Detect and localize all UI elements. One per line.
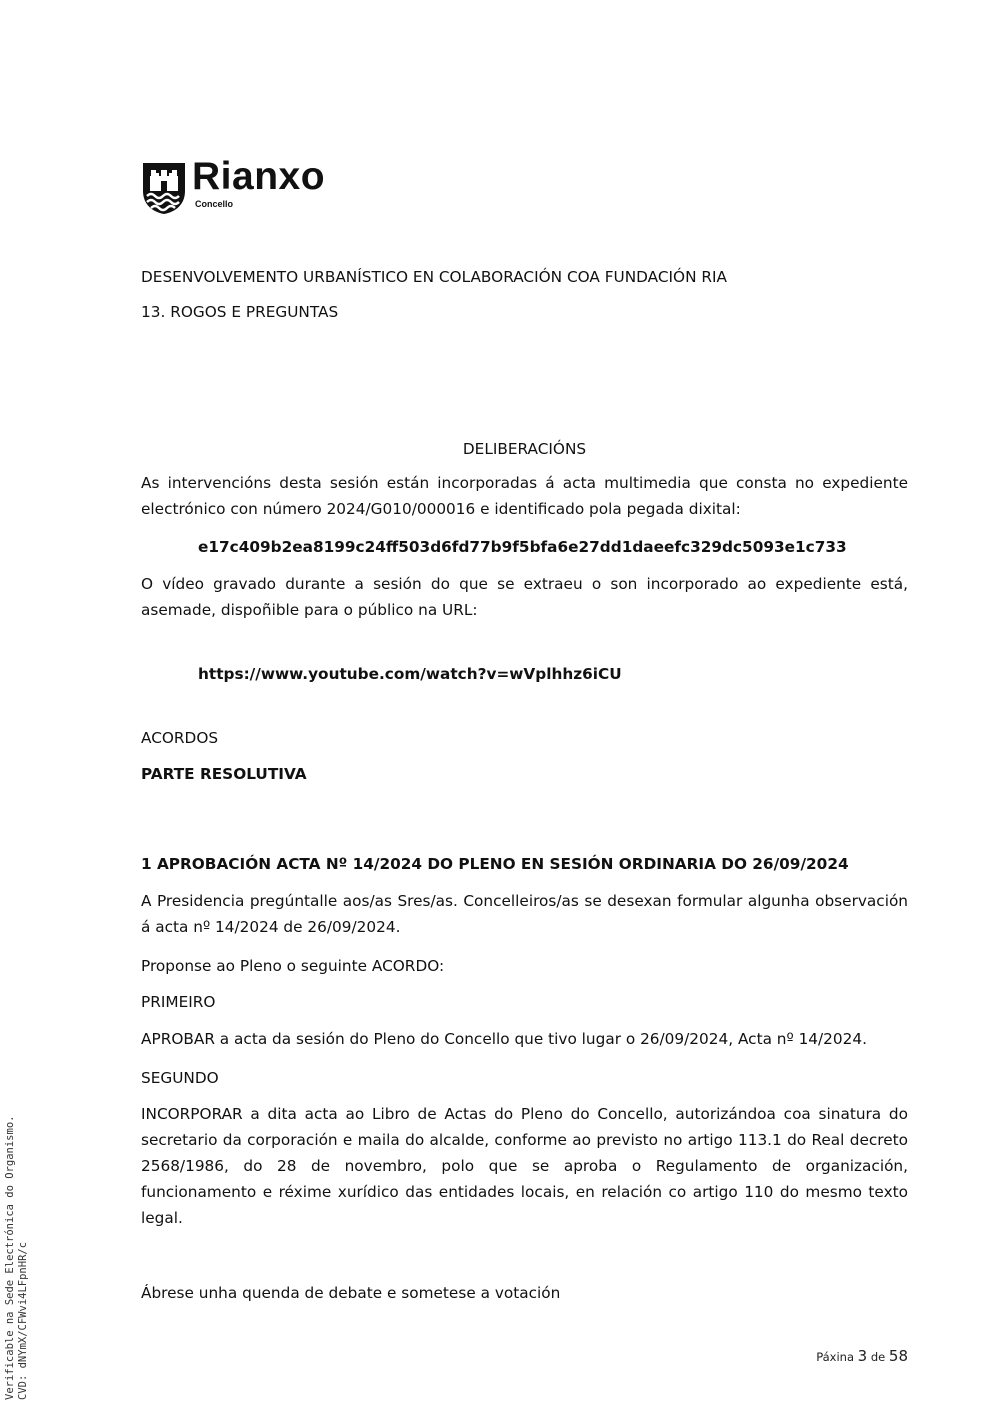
digital-fingerprint-hash: e17c409b2ea8199c24ff503d6fd77b9f5bfa6e27dd1daeefc329dc5093e1c733 bbox=[198, 538, 847, 556]
castle-waves-shield-icon bbox=[141, 161, 187, 215]
item-1-heading: 1 APROBACIÓN ACTA Nº 14/2024 DO PLENO EN SESIÓN ORDINARIA DO 26/09/2024 bbox=[141, 855, 849, 873]
resolutive-heading: PARTE RESOLUTIVA bbox=[141, 765, 307, 783]
deliberations-title: DELIBERACIÓNS bbox=[462, 440, 587, 458]
council-logo bbox=[141, 155, 346, 217]
of-word: de bbox=[870, 1350, 886, 1364]
proposal-line: Proponse ao Pleno o seguinte ACORDO: bbox=[141, 957, 445, 975]
first-label: PRIMEIRO bbox=[141, 993, 216, 1011]
logo-wordmark: Rianxo bbox=[192, 155, 326, 198]
item-1-intro: A Presidencia pregúntalle aos/as Sres/as. Concelleiros/as se desexan formular algunha observación á acta nº 14/2024 de 26/09/2024. bbox=[141, 892, 908, 936]
verification-stamp bbox=[4, 1030, 30, 1400]
video-paragraph: O vídeo gravado durante a sesión do que se extraeu o son incorporado ao expediente está, asemade, dispoñible para o público na URL: bbox=[141, 575, 908, 619]
page-footer bbox=[816, 1347, 908, 1365]
first-agreement: APROBAR a acta da sesión do Pleno do Concello que tivo lugar o 26/09/2024, Acta nº 14/2024. bbox=[141, 1030, 867, 1048]
deliberations-paragraph: As intervencións desta sesión están incorporadas á acta multimedia que consta no expediente electrónico con número 2024/G010/000016 e identificado pola pegada dixital: bbox=[141, 474, 908, 518]
verification-code: CVD: dNYmX/CFWvi4LFpnHR/c bbox=[17, 1241, 29, 1400]
verification-line: Verificable na Sede Electrónica do Organismo. bbox=[4, 1115, 16, 1400]
current-page: 3 bbox=[857, 1347, 868, 1365]
agreements-heading: ACORDOS bbox=[141, 729, 219, 747]
video-url-link[interactable]: https://www.youtube.com/watch?v=wVplhhz6iCU bbox=[198, 665, 622, 683]
debate-line: Ábrese unha quenda de debate e sometese a votación bbox=[141, 1284, 561, 1302]
agenda-item-12-tail: DESENVOLVEMENTO URBANÍSTICO EN COLABORACIÓN COA FUNDACIÓN RIA bbox=[141, 268, 728, 286]
second-agreement: INCORPORAR a dita acta ao Libro de Actas do Pleno do Concello, autorizándoa coa sinatura do secretario da corporación e maila do alcalde, conforme ao previsto no artigo 113.1 do Real decreto 2568/1986, do 28 de novembro, polo que se aproba o Regulamento de organización, funcionamento e réxime xurídico das entidades locais, en relación co artigo 110 do mesmo texto legal. bbox=[141, 1105, 908, 1227]
page-word: Páxina bbox=[816, 1350, 855, 1364]
second-label: SEGUNDO bbox=[141, 1069, 219, 1087]
total-pages: 58 bbox=[888, 1347, 908, 1365]
logo-subtitle: Concello bbox=[195, 199, 234, 209]
agenda-item-13: 13. ROGOS E PREGUNTAS bbox=[141, 303, 339, 321]
